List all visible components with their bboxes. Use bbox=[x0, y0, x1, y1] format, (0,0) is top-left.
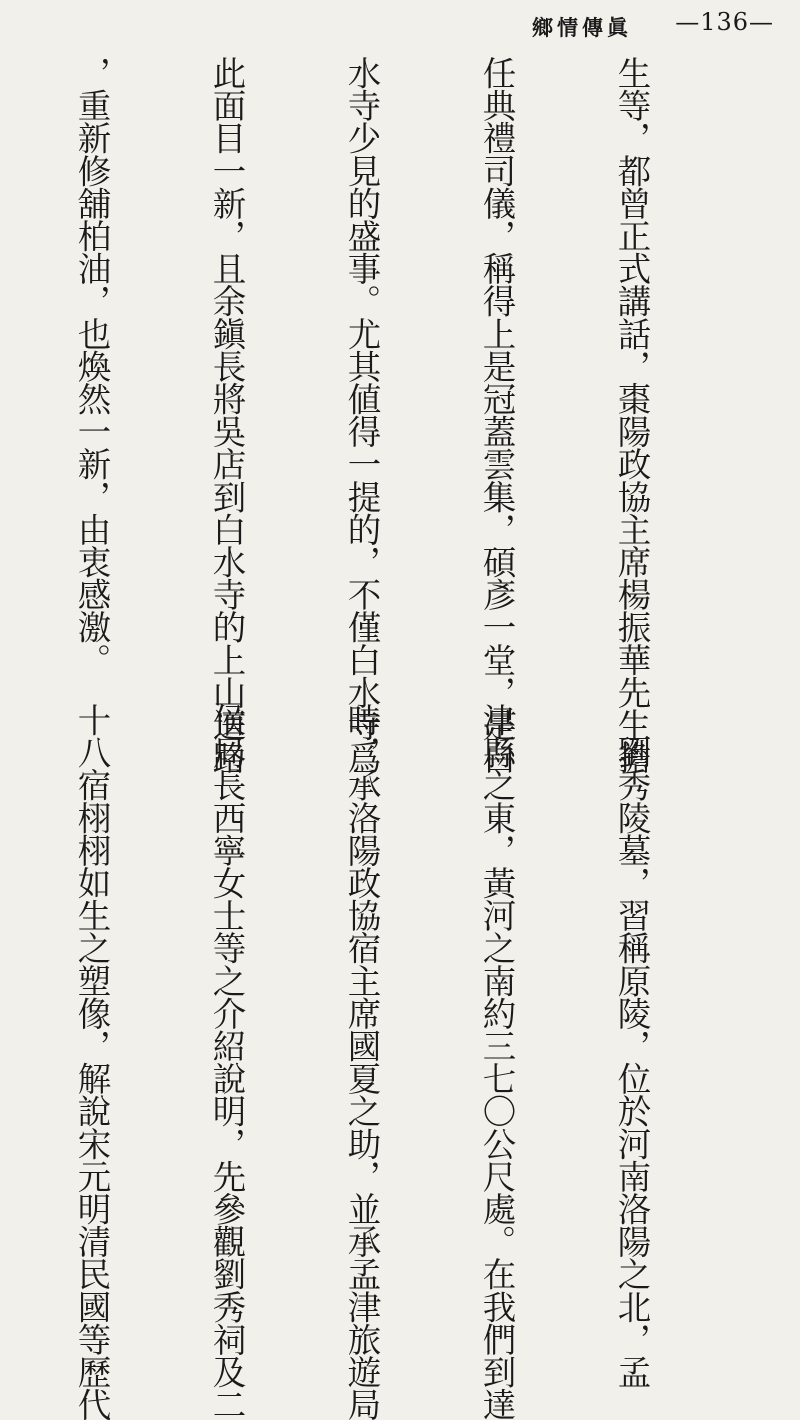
text-column: ，重新修舖柏油，也煥然一新，由衷感激。 bbox=[72, 56, 111, 676]
text-column: 津縣之東，黃河之南約三七〇公尺處。在我們到達 bbox=[477, 703, 516, 1420]
text-column: 時，承洛陽政協宿主席國夏之助，並承孟津旅遊局 bbox=[342, 703, 381, 1420]
upper-text-block bbox=[0, 56, 744, 774]
page-number: —136— bbox=[675, 8, 774, 36]
text-column: 生等，都曾正式講話，棗陽政協主席楊振華先生擔 bbox=[612, 56, 651, 774]
text-column: 侯局長西寧女士等之介紹說明，先參觀劉秀祠及二 bbox=[207, 703, 246, 1420]
running-title: 鄉情傳眞 bbox=[532, 15, 632, 40]
text-column: 劉秀陵墓，習稱原陵，位於河南洛陽之北，孟 bbox=[612, 703, 651, 1388]
text-column: 任典禮司儀，稱得上是冠蓋雲集，碩彥一堂，是白 bbox=[477, 56, 516, 774]
text-column: 十八宿栩栩如生之塑像，解說宋元明清民國等歷代 bbox=[72, 703, 111, 1420]
text-column: 此面目一新，且余鎭長將吳店到白水寺的上山道路 bbox=[207, 56, 246, 774]
text-column: 水寺少見的盛事。尤其値得一提的，不僅白水寺爲 bbox=[342, 56, 381, 774]
lower-text-block bbox=[0, 703, 744, 1420]
